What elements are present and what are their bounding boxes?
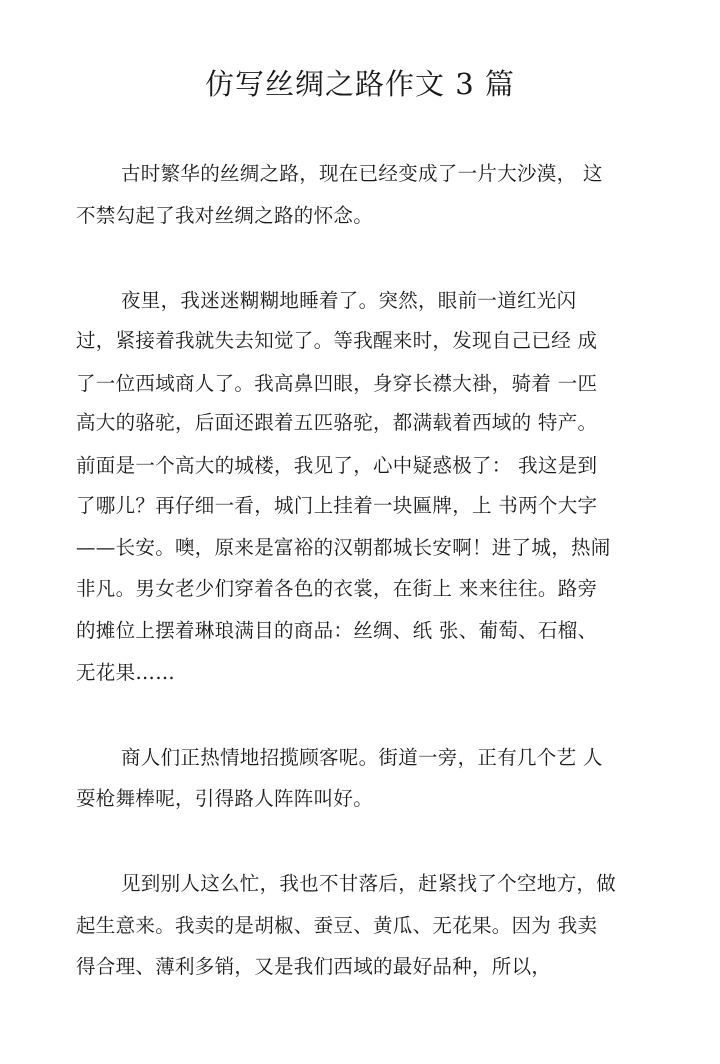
document-title: 仿写丝绸之路作文 3 篇 <box>205 67 515 101</box>
text-line: 过，紧接着我就失去知觉了。等我醒来时，发现自己已经 成 <box>76 329 598 352</box>
text-line: 古时繁华的丝绸之路，现在已经变成了一片大沙漠， 这 <box>121 162 603 185</box>
text-line: 夜里，我迷迷糊糊地睡着了。突然，眼前一道红光闪 <box>121 289 577 312</box>
text-line: 不禁勾起了我对丝绸之路的怀念。 <box>76 204 374 227</box>
text-line: 的摊位上摆着琳琅满目的商品：丝绸、纸 张、葡萄、石榴、 <box>76 619 598 642</box>
text-line: 无花果…… <box>76 661 175 684</box>
text-line: 起生意来。我卖的是胡椒、蚕豆、黄瓜、无花果。因为 我卖 <box>76 914 598 937</box>
text-line: 见到别人这么忙，我也不甘落后，赶紧找了个空地方，做 <box>121 872 617 895</box>
text-line: 非凡。男女老少们穿着各色的衣裳，在街上 来来往往。路旁 <box>76 577 598 600</box>
text-line: 前面是一个高大的城楼，我见了，心中疑惑极了： 我这是到 <box>76 454 598 477</box>
text-line: 耍枪舞棒呢，引得路人阵阵叫好。 <box>76 787 374 810</box>
text-line: 了一位西域商人了。我高鼻凹眼，身穿长襟大褂，骑着 一匹 <box>76 372 598 395</box>
text-line: ——长安。噢，原来是富裕的汉朝都城长安啊！进了城，热闹 <box>76 536 611 559</box>
text-line: 得合理、薄利多销，又是我们西域的最好品种，所以， <box>76 955 552 978</box>
text-line: 商人们正热情地招揽顾客呢。街道一旁，正有几个艺 人 <box>121 746 603 769</box>
text-line: 高大的骆驼，后面还跟着五匹骆驼，都满载着西域的 特产。 <box>76 411 598 434</box>
text-line: 了哪儿？再仔细一看，城门上挂着一块匾牌，上 书两个大字 <box>76 494 598 517</box>
